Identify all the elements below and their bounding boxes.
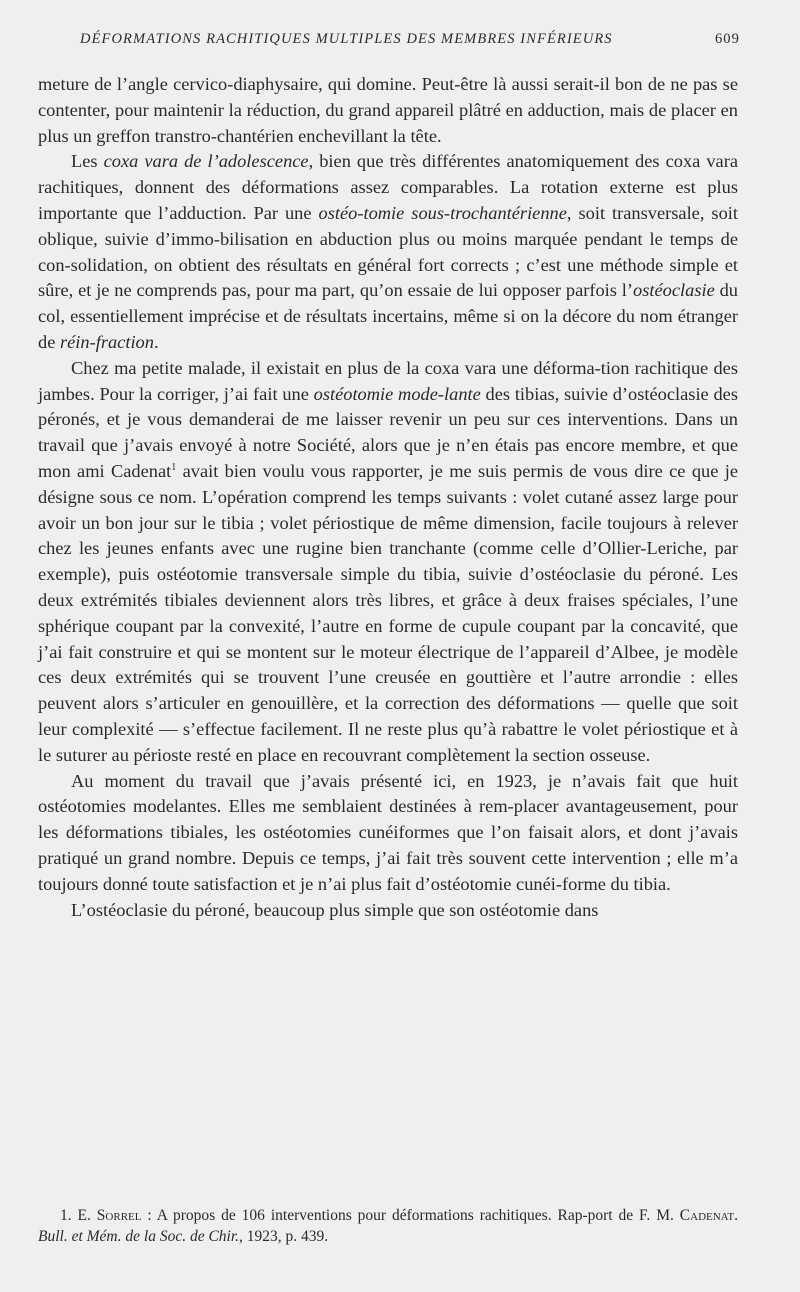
text-span: Au moment du travail que j’avais présenté ici, en 1923, je n’avais fait que huit ostéotomies modelantes. Elles me semblaient destinées à rem-placer avantageusement, pour les déformations tibiales, les ostéotomies cunéiformes que l’on faisait alors, et dont j’avais pratiqué un grand nombre. Depuis ce temps, j’ai fait très souvent cette intervention ; elle m’a toujours donné toute satisfaction et je n’ai plus fait d’ostéotomie cunéi-forme du tibia. <box>38 770 738 894</box>
text-span: des tibias, suivie d’ostéoclasie des péronés, et je vous demanderai de me laisser revenir un peu sur ces interventions. Dans un travail que j’avais envoyé à notre Société, alors que je n’en étais pas encore membre, et que mon ami Cadenat <box>38 383 738 481</box>
paragraph <box>38 356 738 769</box>
italic-span: Bull. et Mém. de la Soc. de Chir. <box>38 1228 240 1245</box>
text-span: . <box>734 1207 738 1224</box>
text-span: . <box>153 331 159 352</box>
footnotes <box>38 1205 738 1247</box>
paragraph <box>38 898 738 924</box>
text-span: 1. E. <box>60 1207 97 1224</box>
text-span: avait bien voulu vous rapporter, je me suis permis de vous dire ce que je désigne sous ce nom. L’opération comprend les temps suivants : volet cutané assez large pour avoir un bon jour sur le tibia ; volet périostique de même dimension, facile toujours à relever chez les jeunes enfants avec une rugine bien tranchante (comme celle d’Ollier-Leriche, par exemple), puis ostéotomie transversale simple du tibia, suivie d’ostéoclasie du péroné. Les deux extrémités tibiales deviennent alors très libres, et grâce à deux fraises spéciales, l’une sphérique coupant par la convexité, l’autre en forme de cupule coupant par la concavité, que j’ai fait construire et qui se montent sur le moteur électrique de l’appareil d’Albee, je modèle ces deux extrémités qui se trouvent l’une creusée en gouttière et l’autre arrondie : elles peuvent alors s’articuler en genouillère, et la correction des déformations — quelle que soit leur complexité — s’effectue facilement. Il ne reste plus qu’à rabattre le volet périostique et à le suturer au périoste resté en place en recouvrant complètement la section osseuse. <box>38 460 738 765</box>
italic-span: ostéo-tomie sous-trochantérienne <box>318 202 567 223</box>
italic-span: réin-fraction <box>59 331 154 352</box>
small-caps-span: Sorrel <box>96 1207 142 1224</box>
page-number: 609 <box>714 31 740 47</box>
body-text <box>38 72 738 923</box>
text-span: : A propos de 106 interventions pour déformations rachitiques. Rap-port de F. M. <box>141 1207 680 1224</box>
text-span: Chez ma petite malade, il existait en plus de la coxa vara une déforma-tion rachitique des jambes. Pour la corriger, j’ai fait une <box>38 357 738 404</box>
paragraph <box>38 72 738 149</box>
footnote <box>38 1205 738 1247</box>
paragraph <box>38 769 738 898</box>
text-span: meture de l’angle cervico-diaphysaire, qui domine. Peut-être là aussi serait-il bon de ne pas se contenter, pour maintenir la réduction, du grand appareil plâtré en adduction, mais de placer en plus un greffon transtro-chantérien enchevillant la tête. <box>38 74 738 146</box>
text-span: Les <box>71 151 104 172</box>
italic-span: ostéotomie mode-lante <box>313 383 481 404</box>
italic-span: ostéoclasie <box>633 280 715 301</box>
page <box>38 0 738 1292</box>
text-span: L’ostéoclasie du péroné, beaucoup plus simple que son ostéotomie dans <box>71 899 599 920</box>
text-span: , soit transversale, soit oblique, suivie d’immo-bilisation en abduction plus ou moins marquée pendant le temps de con-solidation, on obtient des résultats en général fort corrects ; c’est une méthode simple et sûre, et je ne comprends pas, pour ma part, qu’on essaie de lui opposer parfois l’ <box>38 202 738 301</box>
text-span: , 1923, p. 439. <box>239 1228 329 1245</box>
text-span: , bien que très différentes anatomiquement des coxa vara rachitiques, donnent des déformations assez comparables. La rotation externe est plus importante que l’adduction. Par une <box>38 151 738 223</box>
small-caps-span: Cadenat <box>679 1207 735 1224</box>
text-span: du col, essentiellement imprécise et de résultats incertains, même si on la décore du nom étranger de <box>38 280 738 352</box>
paragraph <box>38 149 738 355</box>
running-head-title: DÉFORMATIONS RACHITIQUES MULTIPLES DES MEMBRES INFÉRIEURS <box>80 31 613 47</box>
footnote-marker: 1 <box>171 461 177 473</box>
italic-span: coxa vara de l’adolescence <box>103 151 309 172</box>
